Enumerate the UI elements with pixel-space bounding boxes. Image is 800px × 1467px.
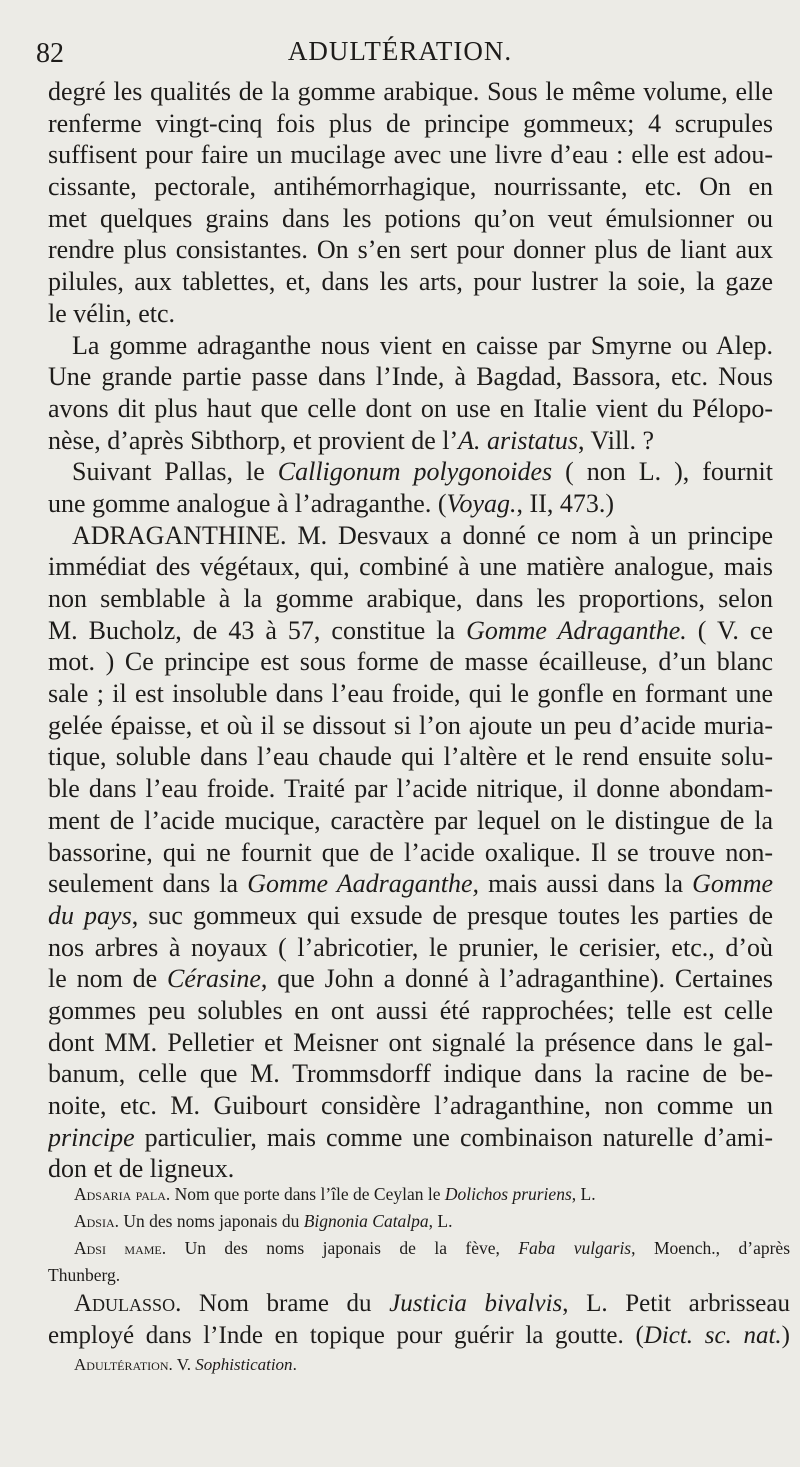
text-line: seulement dans la Gomme Aadraganthe, mais aussi dans la Gomme [48, 869, 773, 899]
text-line: immédiat des végétaux, qui, combiné à une matière analogue, mais [48, 552, 773, 582]
text-line: gelée épaisse, et où il se dissout si l’on ajoute un peu d’acide muria- [48, 710, 773, 740]
text-line: Suivant Pallas, le Calligonum polygonoides ( non L. ), fournit [72, 457, 773, 487]
text-line: du pays, suc gommeux qui exsude de presque toutes les parties de [48, 900, 773, 930]
page-number: 82 [36, 38, 64, 69]
text-line: don et de ligneux. [48, 1154, 235, 1184]
text-line: une gomme analogue à l’adraganthe. (Voyag., II, 473.) [48, 488, 615, 518]
text-line: suffisent pour faire un mucilage avec une livre d’eau : elle est adou- [48, 140, 773, 170]
text-line: met quelques grains dans les potions qu’on veut émulsionner ou [48, 203, 773, 233]
text-line: degré les qualités de la gomme arabique. Sous le même volume, elle [48, 77, 773, 106]
text-line: tique, soluble dans l’eau chaude qui l’altère et le rend ensuite solu- [48, 742, 773, 772]
page-header [0, 32, 800, 72]
text-line: avons dit plus haut que celle dont on use en Italie vient du Pélopo- [48, 393, 773, 423]
text-line: gommes peu solubles en ont aussi été rapprochées; telle est celle [48, 995, 773, 1025]
text-line: M. Bucholz, de 43 à 57, constitue la Gomme Adraganthe. ( V. ce [48, 615, 773, 645]
text-line: Une grande partie passe dans l’Inde, à Bagdad, Bassora, etc. Nous [48, 362, 773, 392]
text-line: le vélin, etc. [48, 298, 176, 328]
text-line: Adulasso. Nom brame du Justicia bivalvis, L. Petit arbrisseau [74, 1290, 790, 1317]
text-line: banum, celle que M. Trommsdorff indique dans la racine de be- [48, 1059, 773, 1089]
text-line: nos arbres à noyaux ( l’abricotier, le prunier, le cerisier, etc., d’où [48, 932, 773, 962]
text-line: principe particulier, mais comme une combinaison naturelle d’ami- [48, 1122, 773, 1152]
entry-adulteration: Adultération. V. Sophistication. [74, 1355, 297, 1375]
small-entries [48, 1181, 790, 1289]
text-line: sale ; il est insoluble dans l’eau froide, qui le gonfle en formant une [48, 679, 773, 709]
text-line: non semblable à la gomme arabique, dans les proportions, selon [48, 584, 773, 613]
entry-adsi-mame: Adsi mame. Un des noms japonais de la fève, Faba vulgaris, Moench., d’après [74, 1238, 790, 1258]
text-line: La gomme adraganthe nous vient en caisse par Smyrne ou Alep. [72, 330, 773, 360]
text-line: noite, etc. M. Guibourt considère l’adraganthine, non comme un [48, 1091, 773, 1120]
body-text [48, 76, 773, 1185]
text-line: employé dans l’Inde en topique pour guérir la goutte. (Dict. sc. nat.) [48, 1321, 790, 1349]
entry-adulasso [48, 1288, 790, 1378]
text-line: rendre plus consistantes. On s’en sert pour donner plus de liant aux [48, 235, 773, 265]
text-line: pilules, aux tablettes, et, dans les arts, pour lustrer la soie, la gaze [48, 267, 773, 297]
text-line: mot. ) Ce principe est sous forme de masse écailleuse, d’un blanc [48, 647, 773, 677]
text-line: dont MM. Pelletier et Meisner ont signalé la présence dans le gal- [48, 1027, 773, 1057]
text-line: cissante, pectorale, antihémorrhagique, nourrissante, etc. On en [48, 172, 773, 202]
text-line: ment de l’acide mucique, caractère par lequel on le distingue de la [48, 805, 773, 835]
text-line: renferme vingt-cinq fois plus de principe gommeux; 4 scrupules [48, 108, 773, 138]
text-line: le nom de Cérasine, que John a donné à l’adraganthine). Certaines [48, 964, 773, 994]
text-line: ADRAGANTHINE. M. Desvaux a donné ce nom à un principe [72, 520, 773, 550]
entry-adsia: Adsia. Un des noms japonais du Bignonia Catalpa, L. [74, 1211, 453, 1231]
entry-adsi-mame-cont: Thunberg. [48, 1265, 121, 1285]
text-line: nèse, d’après Sibthorp, et provient de l’A. aristatus, Vill. ? [48, 425, 654, 455]
text-line: bassorine, qui ne fournit que de l’acide oxalique. Il se trouve non- [48, 837, 773, 867]
running-head: ADULTÉRATION. [287, 36, 513, 66]
entry-adsaria-pala: Adsaria pala. Nom que porte dans l’île de Ceylan le Dolichos pruriens, L. [74, 1184, 596, 1204]
text-line: ble dans l’eau froide. Traité par l’acide nitrique, il donne abondam- [48, 774, 773, 804]
